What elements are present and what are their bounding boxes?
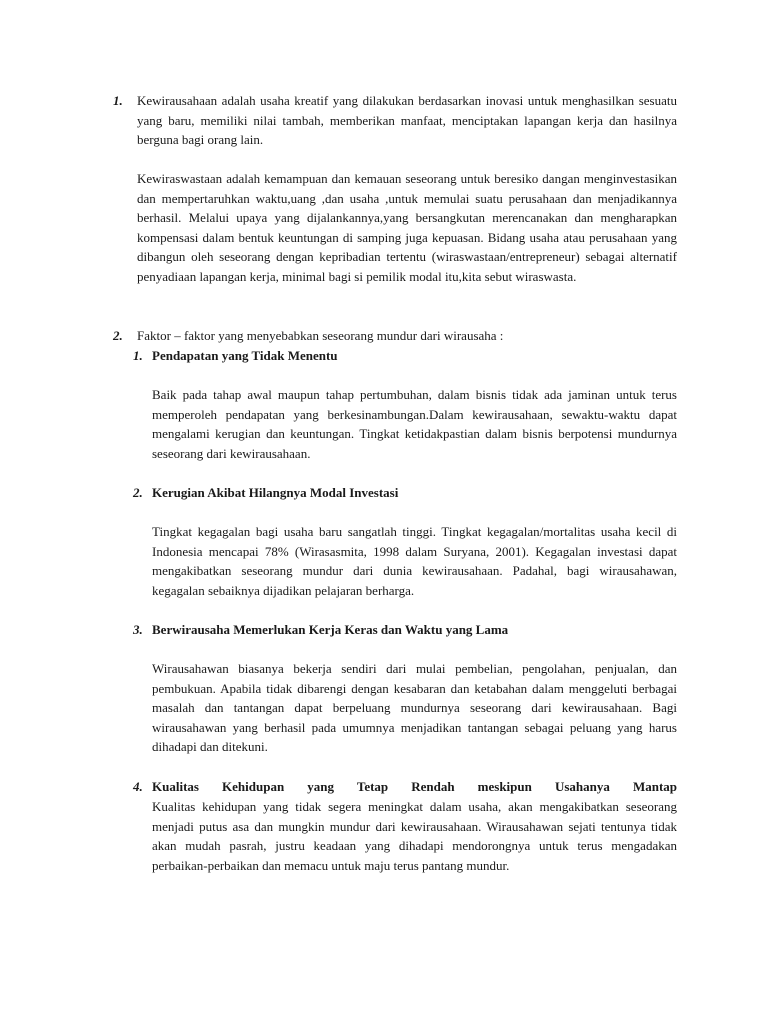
- factor-item-3-title: Berwirausaha Memerlukan Kerja Keras dan Waktu yang Lama: [152, 622, 509, 637]
- factor-item-4-number: 4.: [133, 779, 143, 794]
- factor-item-4-body: Kualitas kehidupan yang tidak segera meningkat dalam usaha, akan mengakibatkan seseorang menjadi putus asa dan mungkin mundur dari kewirausahaan. Wirausahawan sejati tentunya tidak akan mudah pasrah, justru keadaan yang dihadapi mendorongnya untuk terus mengadakan perbaikan-perbaikan dan memacu untuk maju terus pantang mundur.: [152, 799, 677, 873]
- factor-item-3-number: 3.: [133, 622, 143, 637]
- section-1-paragraph-2: Kewiraswastaan adalah kemampuan dan kemauan seseorang untuk beresiko dangan menginvestasikan dan mempertaruhkan waktu,uang ,dan usaha ,untuk memulai suatu perusahaan dan menjadikannya berhasil. Melalui upaya yang dijalankannya,yang bersangkutan merencanakan dan mengharapkan kompensasi dalam bentuk keuntungan di samping juga kepuasan. Bidang usaha atau perusahaan yang dibangun oleh seseorang dengan kepribadian tertentu (wiraswastaan/entrepreneur) sebagai alternatif penyadiaan lapangan kerja, minimal bagi si pemilik modal itu,kita sebut wiraswasta.: [137, 171, 677, 284]
- factor-item-2-title: Kerugian Akibat Hilangnya Modal Investasi: [152, 485, 399, 500]
- section-1-number: 1.: [113, 93, 123, 108]
- factor-item-3-body: Wirausahawan biasanya bekerja sendiri dari mulai pembelian, pengolahan, penjualan, dan pembukuan. Apabila tidak dibarengi dengan kesabaran dan ketabahan dalam menggeluti berbagai masalah dan tantangan dapat berpeluang mundurnya seseorang dari kewirausahaan. Bagi wirausahawan yang berhasil pada umumnya menjadikan tantangan sebagai peluang yang harus dihadapi dan ditekuni.: [152, 661, 677, 754]
- factor-item-1-body: Baik pada tahap awal maupun tahap pertumbuhan, dalam bisnis tidak ada jaminan untuk terus memperoleh pendapatan yang berkesinambungan.Dalam kewirausahaan, sewaktu-waktu dapat mengalami kerugian dan keuntungan. Tingkat ketidakpastian dalam bisnis berpotensi mundurnya seseorang dari kewirausahaan.: [152, 387, 677, 461]
- factor-item-2-body: Tingkat kegagalan bagi usaha baru sangatlah tinggi. Tingkat kegagalan/mortalitas usaha kecil di Indonesia mencapai 78% (Wirasasmita, 1998 dalam Suryana, 2001). Kegagalan investasi dapat mengakibatkan seseorang mundur dari dunia kewirausahaan. Padahal, bagi wirausahawan, kegagalan sebaiknya dijadikan pelajaran berharga.: [152, 524, 677, 598]
- section-2-intro: Faktor – faktor yang menyebabkan seseorang mundur dari wirausaha :: [137, 328, 504, 343]
- section-2-number: 2.: [113, 328, 123, 343]
- factor-item-1-title: Pendapatan yang Tidak Menentu: [152, 348, 338, 363]
- factor-item-1-number: 1.: [133, 348, 143, 363]
- section-1-paragraph-1: Kewirausahaan adalah usaha kreatif yang dilakukan berdasarkan inovasi untuk menghasilkan sesuatu yang baru, memiliki nilai tambah, memberikan manfaat, menciptakan lapangan kerja dan hasilnya berguna bagi orang lain.: [137, 93, 677, 147]
- factor-item-2-number: 2.: [133, 485, 143, 500]
- factor-item-4-title: Kualitas Kehidupan yang Tetap Rendah meskipun Usahanya Mantap: [152, 779, 677, 794]
